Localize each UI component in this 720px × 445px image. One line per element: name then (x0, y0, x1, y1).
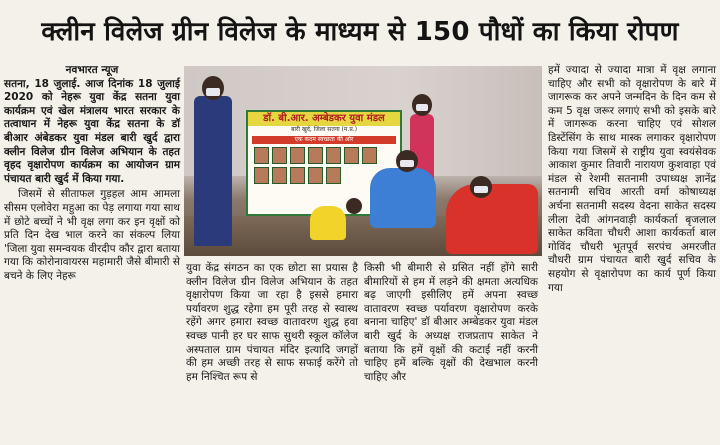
face-mask (474, 186, 488, 193)
banner-face (290, 147, 305, 164)
banner-face (272, 147, 287, 164)
face-mask (400, 160, 414, 167)
banner-title: डॉ. बी.आर. अम्बेडकर युवा मंडल (248, 112, 400, 126)
child-yellow (310, 206, 346, 240)
banner-face (272, 167, 287, 184)
banner-face (362, 147, 377, 164)
news-photo (184, 66, 542, 256)
banner-face (326, 147, 341, 164)
headline: क्लीन विलेज ग्रीन विलेज के माध्यम से 150 पौधों का किया रोपण (41, 17, 679, 47)
banner-strip: एक कदम स्वच्छता की ओर (252, 136, 396, 144)
center-column-1 (186, 262, 358, 386)
lead-paragraph: सतना, 18 जुलाई. आज दिनांक 18 जुलाई 2020 को नेहरू युवा केंद्र सतना युवा कार्यक्रम एवं खेल मंत्रालय भारत सरकार के तत्वाधान में नेहरू युवा केंद्र सतना के डॉ बीआर अंबेडकर युवा मंडल बारी खुर्द द्वारा क्लीन विलेज ग्रीन विलेज अभियान के तहत वृहद वृक्षारोपण कार्यक्रम का आयोजन ग्राम पंचायत बारी खुर्द में किया गया. (4, 77, 180, 185)
right-column (548, 64, 716, 297)
banner-face (326, 167, 341, 184)
right-paragraph: हमें ज्यादा से ज्यादा मात्रा में वृक्ष लगाना चाहिए और सभी को वृक्षारोपण के बारे में जागरूक कर अपने जन्मदिन के दिन कम से कम 5 वृक्ष जरूर लगाएं सभी को इसके बारे में जागरूक करना चाहिए एवं सोशल डिस्टेंसिंग के साथ मास्क लगाकर वृक्षारोपण किया गया जिसमें से राष्ट्रीय युवा स्वयंसेवक आकाश कुमार तिवारी नारायण कुशवाहा एवं मंडल से रेशमी सतनामी उपाध्यक्ष ज्ञानेंद्र सतनामी सचिव आरती वर्मा कोषाध्यक्ष अर्चना सतनामी सदस्य वेदना साकेत सदस्य लीला देवी आंगनवाड़ी कार्यकर्ता बृजलाल साकेत कविता चौधरी आशा कार्यकर्ता बाल गोविंद चौधरी भूतपूर्व सरपंच अमरजीत चौधरी ग्राम पंचायत बारी खुर्द सचिव के सहयोग से वृक्षारोपण का कार्य पूर्ण किया गया (548, 64, 716, 294)
byline: नवभारत न्यूज (65, 64, 119, 76)
face-mask (206, 88, 220, 96)
center-paragraph-2: किसी भी बीमारी से ग्रसित नहीं होंगे सारी बीमारियों से हम में लड़ने की क्षमता अत्यधिक बढ़ जाएगी इसीलिए हमें अपना स्वच्छ वातावरण स्वच्छ पर्यावरण वृक्षारोपण करके बनाना चाहिए' डॉ बीआर अम्बेडकर युवा मंडल बारी खुर्द के अध्यक्ष राजप्रताप साकेत ने बताया कि हमें वृक्षों की कटाई नहीं करनी चाहिए हमें बल्कि वृक्षों की देखभाल करनी चाहिए और (364, 262, 538, 383)
banner-face (308, 167, 323, 184)
body-paragraph: जिसमें से सीताफल गुड़हल आम आमला सीसम एलोवेरा महुआ का पेड़ लगाया गया साथ में छोटे बच्चों ने भी वृक्ष लगा कर इन वृक्षों को प्रति दिन देख भाल करने का संकल्प लिया 'जिला युवा समन्वयक वीरदीप कौर द्वारा बताया गया कि कोरोनावायरस महामारी जैसे बीमारी से बचने के लिए नेहरू (4, 188, 180, 282)
center-column-2 (364, 262, 538, 386)
left-column (4, 64, 180, 286)
person-left (194, 96, 232, 246)
banner-subtitle: बारी खुर्द, जिला सतना (म.प्र.) (290, 126, 358, 133)
person-red-saree (446, 184, 538, 254)
person-kneeling-blue (370, 168, 436, 228)
banner-face (344, 147, 359, 164)
banner-face (308, 147, 323, 164)
banner-face (290, 167, 305, 184)
center-paragraph-1: युवा केंद्र संगठन का एक छोटा सा प्रयास है क्लीन विलेज ग्रीन विलेज अभियान के तहत वृक्षारोपण किया जा रहा है इससे हमारा पर्यावरण शुद्ध रहेगा हम पूरी तरह से स्वास्थ रहेंगे अगर हमारा स्वच्छ वातावरण शुद्ध हवा स्वच्छ पानी हर घर साफ सुथरी स्कूल कॉलेज अस्पताल ग्राम पंचायत मंदिर इत्यादि जगहों की हम अच्छी तरह से साफ सफाई करेंगे तो हम निश्चित रूप से (186, 262, 358, 383)
banner-face (254, 167, 269, 184)
child-head (346, 198, 362, 214)
face-mask (416, 104, 428, 111)
banner-face (254, 147, 269, 164)
